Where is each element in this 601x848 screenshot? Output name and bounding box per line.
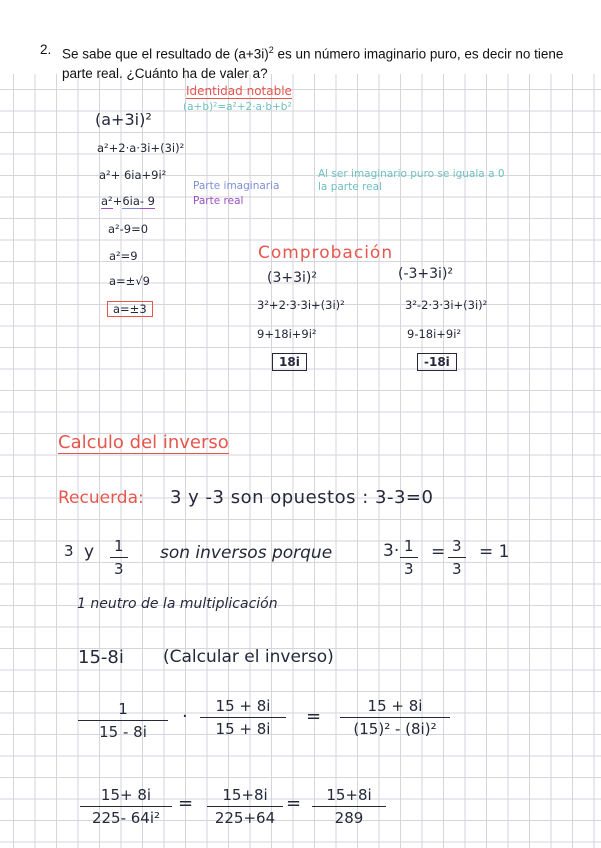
inverse-text: son inversos porque — [160, 543, 333, 563]
fraction-denominator: 225- 64i² — [80, 806, 172, 827]
note-explain-2: la parte real — [318, 181, 382, 193]
identity-title: Identidad notable — [186, 84, 292, 98]
check-left-1: (3+3i)² — [267, 270, 317, 286]
identity-formula: (a+b)²=a²+2·a·b+b² — [183, 101, 292, 113]
fraction-numerator: 15+8i — [326, 786, 372, 804]
step-5: a²-9=0 — [108, 222, 149, 236]
question-exponent: 2 — [268, 45, 274, 55]
step-4-real-a: a² — [101, 194, 113, 208]
expression-note: (Calcular el inverso) — [163, 647, 334, 667]
neutral-text: 1 neutro de la multiplicación — [77, 596, 278, 612]
step-7: a=±√9 — [109, 274, 150, 288]
check-right-3: 9-18i+9i² — [407, 327, 462, 341]
fraction-denominator: 15 - 8i — [78, 720, 168, 741]
check-title: Comprobación — [258, 243, 394, 263]
expression: 15-8i — [78, 647, 124, 668]
fraction-denominator: 225+64 — [207, 806, 283, 827]
recall-text: 3 y -3 son opuestos : 3-3=0 — [170, 487, 434, 508]
inverse-y: y — [84, 542, 95, 562]
inverse-title: Calculo del inverso — [58, 432, 229, 453]
fraction-denominator: 3 — [448, 557, 466, 578]
check-right-result: -18i — [417, 353, 457, 371]
fraction-one-over — [78, 700, 168, 741]
fraction-numerator: 1 — [404, 537, 414, 555]
recall-label: Recuerda: — [58, 488, 144, 508]
inverse-eq-fraction-1-3 — [400, 537, 418, 578]
fraction-numerator: 15 + 8i — [367, 697, 423, 715]
inverse-equals-1: = — [431, 542, 446, 562]
equals-2: = — [178, 793, 194, 814]
equals-3: = — [286, 793, 302, 814]
step-3: a²+ 6ia+9i² — [99, 168, 167, 182]
step-1: (a+3i)² — [95, 110, 152, 129]
question-text — [62, 41, 582, 83]
fraction-numerator: 3 — [452, 537, 462, 555]
dot-operator: · — [182, 706, 188, 727]
question-text-before: Se sabe que el resultado de (a+3i) — [62, 46, 269, 62]
check-right-2: 3²-2·3·3i+(3i)² — [405, 298, 488, 312]
question-text-after: es un número imaginario puro, es decir no tiene parte real. ¿Cuánto ha de valer a? — [62, 46, 564, 81]
fraction-numerator: 1 — [114, 537, 124, 555]
note-imaginary: Parte imaginaria — [193, 180, 280, 192]
step-4-imag: 6ia — [122, 194, 140, 208]
fraction-numerator: 15+8i — [222, 786, 268, 804]
note-explain-1: Al ser imaginario puro se iguala a 0 — [318, 168, 505, 180]
fraction-numerator: 15+ 8i — [100, 786, 152, 804]
check-left-result: 18i — [272, 353, 307, 371]
fraction-denominator: 3 — [400, 557, 418, 578]
step-6: a²=9 — [109, 249, 138, 263]
fraction-denominator: 15 + 8i — [200, 717, 286, 738]
inverse-three: 3 — [64, 542, 74, 560]
fraction-expanded — [340, 697, 450, 738]
step-4-plus: + — [112, 194, 123, 208]
step-4-real-b: - 9 — [139, 194, 155, 208]
check-left-2: 3²+2·3·3i+(3i)² — [257, 298, 345, 312]
step-2: a²+2·a·3i+(3i)² — [97, 141, 185, 155]
fraction-denominator: (15)² - (8i)² — [340, 717, 450, 738]
fraction-numerator: 15 + 8i — [215, 697, 271, 715]
fraction-conjugate — [200, 697, 286, 738]
check-right-1: (-3+3i)² — [398, 266, 454, 282]
inverse-fraction-1-3 — [110, 537, 128, 578]
question-header — [0, 0, 601, 81]
inverse-equals-2: = 1 — [479, 542, 510, 562]
question-number: 2. — [40, 42, 52, 57]
fraction-numerator: 1 — [118, 700, 128, 718]
inverse-fraction-3-3 — [448, 537, 466, 578]
step-4 — [101, 194, 155, 208]
equals-1: = — [306, 706, 322, 727]
fraction-result — [312, 786, 386, 827]
inverse-eq-3: 3· — [383, 541, 400, 561]
fraction-step-2 — [207, 786, 283, 827]
fraction-step-1 — [80, 786, 172, 827]
answer-box: a=±3 — [107, 301, 153, 317]
fraction-denominator: 289 — [312, 806, 386, 827]
fraction-denominator: 3 — [110, 557, 128, 578]
note-real: Parte real — [193, 195, 244, 207]
check-left-3: 9+18i+9i² — [257, 327, 317, 341]
